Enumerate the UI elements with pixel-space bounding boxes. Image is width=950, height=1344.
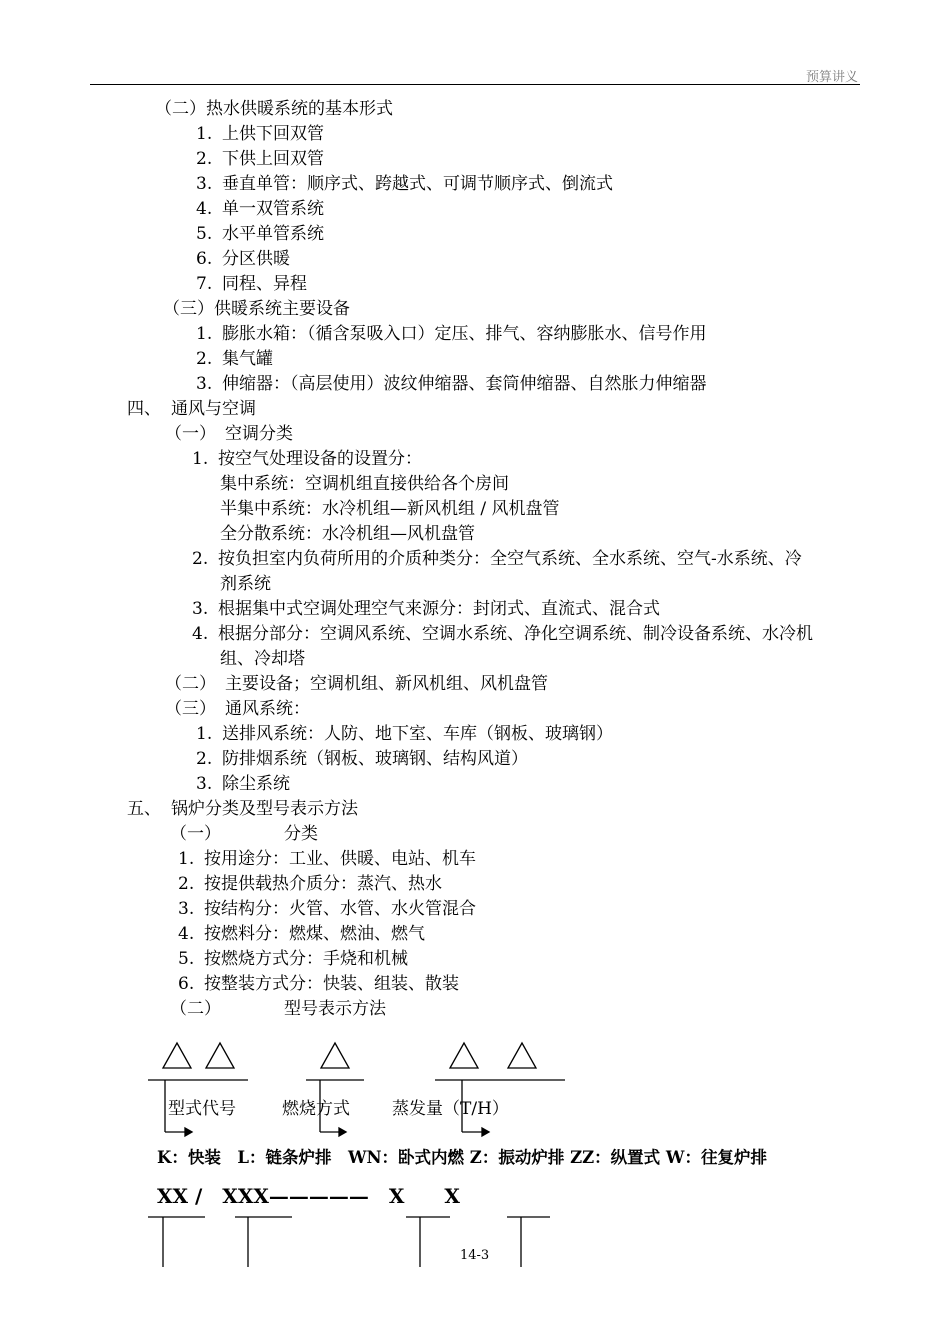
list-item: 7. 同程、异程 <box>196 274 307 294</box>
header-rule <box>90 84 860 85</box>
list-item: 4. 按燃料分：燃煤、燃油、燃气 <box>178 924 425 944</box>
label-model-type: 型式代号 <box>168 1099 236 1119</box>
boiler-model-diagram <box>0 1030 950 1280</box>
list-item: 2. 下供上回双管 <box>196 149 324 169</box>
list-item-continuation: 组、冷却塔 <box>220 649 305 669</box>
triangle-icon <box>508 1043 536 1068</box>
section-heading: （二）热水供暖系统的基本形式 <box>155 99 393 119</box>
triangle-icon <box>206 1043 234 1068</box>
model-code-line: XX / XXX————— X X <box>157 1184 460 1208</box>
list-item-continuation: 集中系统：空调机组直接供给各个房间 <box>220 474 509 494</box>
list-item: 6. 分区供暖 <box>196 249 290 269</box>
arrow-head-icon <box>482 1128 489 1136</box>
list-item: 1. 上供下回双管 <box>196 124 324 144</box>
chapter-heading: 五、 锅炉分类及型号表示方法 <box>127 799 358 819</box>
list-item: 3. 除尘系统 <box>196 774 290 794</box>
list-item: 2. 按负担室内负荷所用的介质种类分：全空气系统、全水系统、空气-水系统、冷 <box>192 549 802 569</box>
list-item: 1. 按空气处理设备的设置分： <box>192 449 422 469</box>
list-item: 3. 按结构分：火管、水管、水火管混合 <box>178 899 476 919</box>
list-item: 6. 按整装方式分：快装、组装、散装 <box>178 974 459 994</box>
section-heading: （一） 分类 <box>170 824 318 844</box>
triangle-icon <box>321 1043 349 1068</box>
arrow-head-icon <box>339 1128 346 1136</box>
section-heading: （三） 通风系统： <box>165 699 310 719</box>
list-item: 1. 按用途分：工业、供暖、电站、机车 <box>178 849 476 869</box>
label-combustion: 燃烧方式 <box>282 1099 350 1119</box>
triangle-icon <box>450 1043 478 1068</box>
list-item: 5. 水平单管系统 <box>196 224 324 244</box>
label-evaporation: 蒸发量（T/H） <box>392 1099 509 1119</box>
list-item: 5. 按燃烧方式分：手烧和机械 <box>178 949 408 969</box>
list-item: 1. 膨胀水箱：（循含泵吸入口）定压、排气、容纳膨胀水、信号作用 <box>196 324 707 344</box>
triangle-icon <box>163 1043 191 1068</box>
list-item-continuation: 剂系统 <box>220 574 271 594</box>
list-item: 1. 送排风系统：人防、地下室、车库（钢板、玻璃钢） <box>196 724 613 744</box>
arrow-head-icon <box>185 1128 192 1136</box>
section-heading: （二） 型号表示方法 <box>170 999 386 1019</box>
list-item: 2. 集气罐 <box>196 349 273 369</box>
list-item: 3. 伸缩器：（高层使用）波纹伸缩器、套筒伸缩器、自然胀力伸缩器 <box>196 374 707 394</box>
section-heading: （二） 主要设备；空调机组、新风机组、风机盘管 <box>165 674 548 694</box>
list-item: 3. 根据集中式空调处理空气来源分：封闭式、直流式、混合式 <box>192 599 660 619</box>
legend-line: K：快装 L：链条炉排 WN：卧式内燃 Z：振动炉排 ZZ：纵置式 W：往复炉排 <box>157 1148 767 1167</box>
page-number: 14-3 <box>460 1248 490 1263</box>
list-item: 4. 根据分部分：空调风系统、空调水系统、净化空调系统、制冷设备系统、水冷机 <box>192 624 813 644</box>
section-heading: （一） 空调分类 <box>165 424 293 444</box>
chapter-heading: 四、 通风与空调 <box>127 399 256 419</box>
list-item: 2. 防排烟系统（钢板、玻璃钢、结构风道） <box>196 749 528 769</box>
list-item: 3. 垂直单管：顺序式、跨越式、可调节顺序式、倒流式 <box>196 174 613 194</box>
list-item-continuation: 全分散系统：水冷机组—风机盘管 <box>220 524 475 544</box>
list-item: 2. 按提供载热介质分：蒸汽、热水 <box>178 874 442 894</box>
header-title: 预算讲义 <box>805 70 858 85</box>
list-item-continuation: 半集中系统：水冷机组—新风机组 / 风机盘管 <box>220 499 560 519</box>
list-item: 4. 单一双管系统 <box>196 199 324 219</box>
section-heading: （三）供暖系统主要设备 <box>163 299 350 319</box>
